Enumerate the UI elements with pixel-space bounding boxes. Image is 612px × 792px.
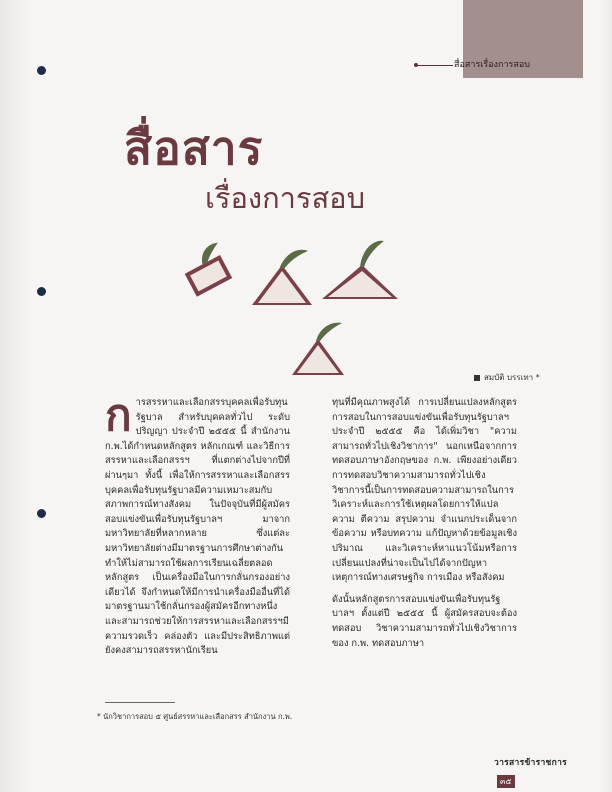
article-title: สื่อสาร: [124, 121, 264, 175]
footnote: * นักวิชาการสอบ ๕ ศูนย์สรรหาและเลือกสรร สำนักงาน ก.พ.: [97, 712, 293, 721]
book-icon: [252, 250, 312, 305]
page-number: ๓๕: [497, 775, 515, 788]
binder-hole-icon: [37, 287, 46, 296]
paragraph-text: ารสรรหาและเลือกสรรบุคคลเพื่อรับทุนรัฐบาล สำหรับบุคคลทั่วไป ระดับปริญญา ประจำปี ๒๕๕๕ นี้ สำนักงาน ก.พ.ได้กำหนดหลักสูตร หลักเกณฑ์ และวิธีการสรรหาและเลือกสรรฯ ที่แตกต่างไปจากปีที่ผ่านๆมา ทั้งนี้ เพื่อให้การสรรหาและเลือกสรรบุคคลเพื่อรับทุนรัฐบาลมีความเหมาะสมกับสภาพการณ์ทางสังคม ในปัจจุบันที่มีผู้สมัครสอบแข่งขันเพื่อรับทุนรัฐบาลฯ มาจากมหาวิทยาลัยที่หลากหลาย ซึ่งแต่ละมหาวิทยาลัยต่างมีมาตรฐานการศึกษาต่างกัน ทำให้ไม่สามารถใช้ผลการเรียนเฉลี่ยตลอดหลักสูตร เป็นเครื่องมือในการกลั่นกรองอย่างเดียวได้ จึงกำหนดให้มีการนำเครื่องมืออื่นที่ได้มาตรฐานมาใช้กลั่นกรองผู้สมัครอีกทางหนึ่ง และสามารถช่วยให้การสรรหาและเลือกสรรฯมีความรวดเร็ว คล่องตัว และมีประสิทธิภาพแต่ยังคงสามารถสรรหานักเรียน: [105, 397, 290, 657]
binder-hole-icon: [37, 66, 46, 75]
paragraph-text: ทุนที่มีคุณภาพสูงได้ การเปลี่ยนแปลงหลักสูตรการสอบในการสอบแข่งขันเพื่อรับทุนรัฐบาลฯ ประจำปี ๒๕๕๕ คือ ได้เพิ่มวิชา "ความสามารถทั่วไปเชิงวิชาการ" นอกเหนือจากการทดสอบภาษาอังกฤษของ ก.พ. เพียงอย่างเดียวการทดสอบวิชาความสามารถทั่วไปเชิงวิชาการนี้เป็นการทดสอบความสามารถในการวิเคราะห์และการใช้เหตุผลโดยการให้แปลความ ตีความ สรุปความ จำแนกประเด็นจากข้อความ หรือบทความ แก้ปัญหาด้วยข้อมูลเชิงปริมาณ และวิเคราะห์หาแนวโน้มหรือการเปลี่ยนแปลงที่น่าจะเป็นไปได้จากปัญหาเหตุการณ์ทางเศรษฐกิจ การเมือง หรือสังคม: [332, 397, 517, 584]
square-bullet-icon: [474, 375, 480, 381]
author-byline: [474, 371, 540, 384]
article-subtitle: เรื่องการสอบ: [205, 181, 366, 215]
drop-cap: ก: [105, 390, 132, 441]
paragraph-text: ดังนั้นหลักสูตรการสอบแข่งขันเพื่อรับทุนรัฐบาลฯ ตั้งแต่ปี ๒๕๕๕ นี้ ผู้สมัครสอบจะต้องทดสอบ วิชาความสามารถทั่วไปเชิงวิชาการของ ก.พ. ทดสอบภาษา: [332, 593, 517, 649]
section-label: สื่อสารเรื่องการสอบ: [454, 60, 530, 70]
section-rule: [418, 65, 453, 66]
book-icon: [292, 323, 344, 375]
journal-name: วารสารข้าราชการ: [494, 758, 568, 768]
binder-hole-icon: [37, 509, 46, 518]
book-icon: [178, 241, 235, 297]
flying-books-illustration: [172, 215, 412, 385]
page-footer: [494, 750, 574, 786]
author-name: สมบัติ บรรเทา *: [484, 373, 540, 382]
footnote-rule: [105, 702, 175, 703]
book-icon: [322, 241, 398, 299]
article-column-left: [105, 390, 290, 666]
article-column-right: [332, 396, 517, 658]
